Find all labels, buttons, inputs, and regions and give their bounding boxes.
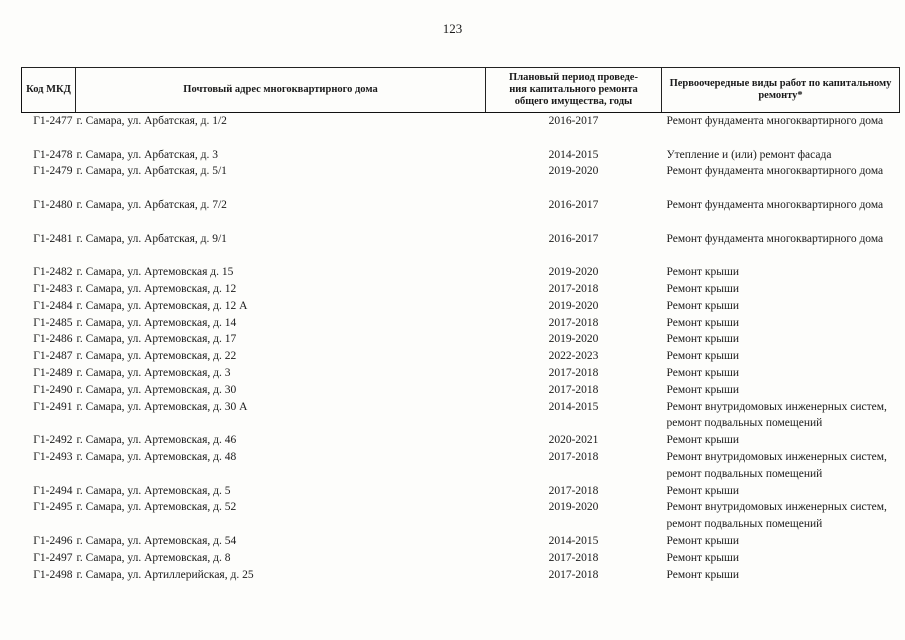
cell-code: Г1-2478 (33, 148, 73, 161)
cell-period: 2014-2015 (548, 400, 599, 413)
cell-code: Г1-2481 (33, 232, 73, 245)
cell-period: 2017-2018 (548, 568, 599, 581)
cell-code: Г1-2493 (33, 450, 73, 463)
cell-period: 2017-2018 (548, 316, 599, 329)
cell-works: Ремонт фундамента многоквартирного дома (666, 165, 884, 178)
table-row (22, 264, 900, 281)
repair-schedule-table (21, 67, 900, 583)
table-row (22, 197, 900, 214)
cell-period: 2017-2018 (548, 282, 599, 295)
cell-address: г. Самара, ул. Артемовская, д. 17 (76, 333, 237, 346)
cell-address: г. Самара, ул. Артемовская, д. 46 (76, 434, 237, 447)
cell-works: Ремонт фундамента многоквартирного дома (666, 115, 884, 127)
cell-code: Г1-2486 (33, 333, 73, 346)
table-row (22, 365, 900, 382)
header-works: Первоочередные виды работ по капитальному ремонту* (662, 68, 900, 113)
table-row (22, 298, 900, 315)
cell-address: г. Самара, ул. Артемовская д. 15 (76, 266, 234, 279)
cell-address: г. Самара, ул. Артиллерийская, д. 25 (76, 568, 254, 581)
cell-period: 2020-2021 (548, 434, 599, 447)
cell-period: 2017-2018 (548, 366, 599, 379)
cell-period: 2014-2015 (548, 148, 599, 161)
cell-period: 2019-2020 (548, 501, 599, 514)
cell-code: Г1-2495 (33, 501, 73, 514)
cell-code: Г1-2485 (33, 316, 73, 329)
table-row (22, 567, 900, 584)
cell-works: Ремонт крыши (666, 366, 740, 379)
cell-code: Г1-2483 (33, 282, 73, 295)
cell-works: Ремонт внутридомовых инженерных систем, ремонт подвальных помещений (666, 400, 887, 430)
cell-code: Г1-2498 (33, 568, 73, 581)
row-spacer (22, 130, 900, 147)
table-row (22, 399, 900, 433)
cell-address: г. Самара, ул. Артемовская, д. 3 (76, 366, 231, 379)
cell-works: Ремонт фундамента многоквартирного дома (666, 232, 884, 245)
cell-period: 2022-2023 (548, 350, 599, 363)
cell-period: 2019-2020 (548, 333, 599, 346)
cell-period: 2017-2018 (548, 383, 599, 396)
header-code: Код МКД (22, 68, 76, 113)
table-header-row (22, 68, 900, 113)
cell-code: Г1-2477 (33, 115, 73, 127)
cell-address: г. Самара, ул. Артемовская, д. 54 (76, 534, 237, 547)
cell-period: 2016-2017 (548, 232, 599, 245)
cell-code: Г1-2489 (33, 366, 73, 379)
cell-code: Г1-2491 (33, 400, 73, 413)
cell-code: Г1-2494 (33, 484, 73, 497)
table-row (22, 550, 900, 567)
cell-code: Г1-2496 (33, 534, 73, 547)
table-row (22, 315, 900, 332)
table-row (22, 147, 900, 164)
cell-code: Г1-2482 (33, 266, 73, 279)
cell-code: Г1-2484 (33, 299, 73, 312)
cell-address: г. Самара, ул. Арбатская, д. 9/1 (76, 232, 227, 245)
cell-address: г. Самара, ул. Артемовская, д. 5 (76, 484, 231, 497)
table-row (22, 533, 900, 550)
cell-period: 2016-2017 (548, 198, 599, 211)
page-number: 123 (442, 21, 463, 36)
row-spacer (22, 214, 900, 231)
cell-works: Утепление и (или) ремонт фасада (666, 148, 832, 161)
cell-period: 2019-2020 (548, 165, 599, 178)
cell-address: г. Самара, ул. Артемовская, д. 48 (76, 450, 237, 463)
table-row (22, 449, 900, 483)
cell-address: г. Самара, ул. Артемовская, д. 30 (76, 383, 237, 396)
table-body (22, 113, 900, 584)
table-row (22, 281, 900, 298)
cell-period: 2019-2020 (548, 266, 599, 279)
cell-period: 2017-2018 (548, 450, 599, 463)
cell-works: Ремонт крыши (666, 266, 740, 279)
cell-address: г. Самара, ул. Арбатская, д. 7/2 (76, 198, 227, 211)
cell-works: Ремонт крыши (666, 484, 740, 497)
cell-works: Ремонт крыши (666, 316, 740, 329)
cell-works: Ремонт крыши (666, 568, 740, 581)
cell-period: 2017-2018 (548, 484, 599, 497)
cell-address: г. Самара, ул. Артемовская, д. 14 (76, 316, 237, 329)
cell-address: г. Самара, ул. Арбатская, д. 1/2 (76, 115, 227, 127)
table-row (22, 331, 900, 348)
cell-works: Ремонт крыши (666, 350, 740, 363)
cell-address: г. Самара, ул. Артемовская, д. 30 А (76, 400, 248, 413)
cell-code: Г1-2487 (33, 350, 73, 363)
cell-address: г. Самара, ул. Арбатская, д. 5/1 (76, 165, 227, 178)
cell-address: г. Самара, ул. Артемовская, д. 12 (76, 282, 237, 295)
table-row (22, 432, 900, 449)
cell-works: Ремонт крыши (666, 333, 740, 346)
table-row (22, 499, 900, 533)
cell-address: г. Самара, ул. Артемовская, д. 52 (76, 501, 237, 514)
table-row (22, 382, 900, 399)
cell-code: Г1-2490 (33, 383, 73, 396)
row-spacer (22, 247, 900, 264)
cell-works: Ремонт крыши (666, 299, 740, 312)
row-spacer (22, 180, 900, 197)
table-row (22, 231, 900, 248)
cell-period: 2017-2018 (548, 551, 599, 564)
header-period: Плановый период проведе- ния капитального ремонта общего имущества, годы (486, 68, 662, 113)
cell-address: г. Самара, ул. Артемовская, д. 8 (76, 551, 231, 564)
cell-address: г. Самара, ул. Арбатская, д. 3 (76, 148, 218, 161)
cell-works: Ремонт внутридомовых инженерных систем, ремонт подвальных помещений (666, 450, 887, 480)
table-row (22, 113, 900, 130)
cell-works: Ремонт фундамента многоквартирного дома (666, 198, 884, 211)
cell-code: Г1-2480 (33, 198, 73, 211)
cell-period: 2014-2015 (548, 534, 599, 547)
table-row (22, 163, 900, 180)
cell-works: Ремонт крыши (666, 551, 740, 564)
table-row (22, 483, 900, 500)
cell-code: Г1-2497 (33, 551, 73, 564)
table-row (22, 348, 900, 365)
cell-works: Ремонт крыши (666, 383, 740, 396)
cell-address: г. Самара, ул. Артемовская, д. 12 А (76, 299, 248, 312)
cell-code: Г1-2492 (33, 434, 73, 447)
cell-period: 2016-2017 (548, 115, 599, 127)
cell-works: Ремонт внутридомовых инженерных систем, ремонт подвальных помещений (666, 501, 887, 531)
cell-works: Ремонт крыши (666, 534, 740, 547)
cell-code: Г1-2479 (33, 165, 73, 178)
cell-works: Ремонт крыши (666, 282, 740, 295)
cell-address: г. Самара, ул. Артемовская, д. 22 (76, 350, 237, 363)
cell-period: 2019-2020 (548, 299, 599, 312)
cell-works: Ремонт крыши (666, 434, 740, 447)
header-address: Почтовый адрес многоквартирного дома (76, 68, 486, 113)
